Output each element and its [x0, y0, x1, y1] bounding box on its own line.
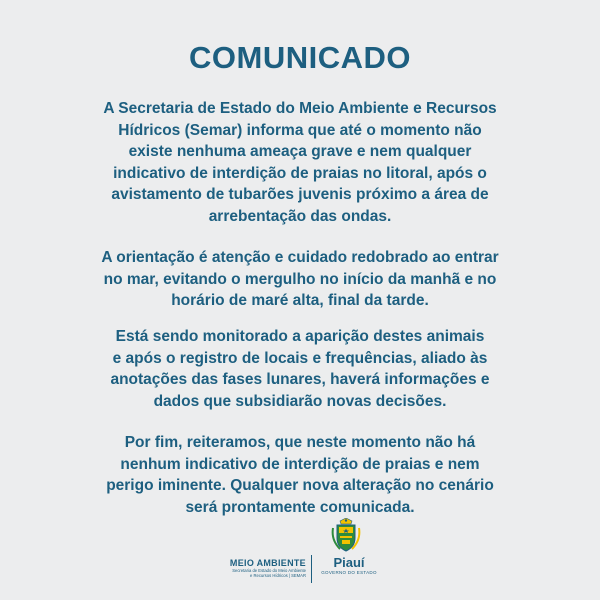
paragraph-3 — [30, 326, 570, 412]
footer-logos — [0, 518, 600, 588]
semar-logo-subtitle-2: e Recursos Hídricos | SEMAR — [249, 573, 306, 578]
paragraph-line: nenhum indicativo de interdição de praias e nem — [120, 455, 480, 473]
paragraph-line: anotações das fases lunares, haverá informações e — [110, 371, 490, 388]
paragraph-line: Está sendo monitorado a aparição destes animais — [115, 328, 485, 345]
paragraph-1 — [30, 98, 570, 227]
paragraph-2 — [30, 247, 570, 312]
paragraph-line: horário de maré alta, final da tarde. — [171, 292, 429, 309]
paragraph-line: existe nenhuma ameaça grave e nem qualquer — [128, 143, 472, 160]
paragraph-line: avistamento de tubarões juvenis próximo a área de — [111, 186, 489, 203]
paragraph-line: no mar, evitando o mergulho no início da manhã e no — [103, 270, 497, 288]
paragraph-line: perigo iminente. Qualquer nova alteração no cenário — [106, 477, 494, 494]
paragraph-line: será prontamente comunicada. — [185, 498, 415, 516]
paragraph-line: Por fim, reiteramos, que neste momento não há — [124, 434, 476, 451]
paragraph-line: dados que subsidiarão novas decisões. — [153, 392, 447, 410]
piaui-logo-name: Piauí — [333, 555, 365, 570]
semar-logo — [218, 558, 306, 578]
paragraph-line: Hídricos (Semar) informa que até o momento não — [118, 121, 482, 139]
piaui-coat-of-arms-icon — [330, 518, 362, 554]
piaui-logo-subtitle: GOVERNO DO ESTADO — [321, 570, 377, 575]
paragraph-line: indicativo de interdição de praias no litoral, após o — [113, 164, 487, 182]
paragraph-line: A orientação é atenção e cuidado redobrado ao entrar — [101, 249, 499, 266]
paragraph-4 — [30, 432, 570, 518]
page-title: COMUNICADO — [189, 40, 411, 75]
logo-divider — [311, 555, 312, 583]
piaui-logo — [320, 555, 378, 575]
paragraph-line: arrebentação das ondas. — [208, 207, 392, 225]
paragraph-line: e após o registro de locais e frequências, aliado às — [112, 349, 488, 367]
semar-logo-subtitle-1: Secretaria de Estado do Meio Ambiente — [232, 568, 306, 573]
paragraph-line: A Secretaria de Estado do Meio Ambiente e Recursos — [103, 100, 497, 117]
semar-logo-name: MEIO AMBIENTE — [229, 558, 306, 568]
